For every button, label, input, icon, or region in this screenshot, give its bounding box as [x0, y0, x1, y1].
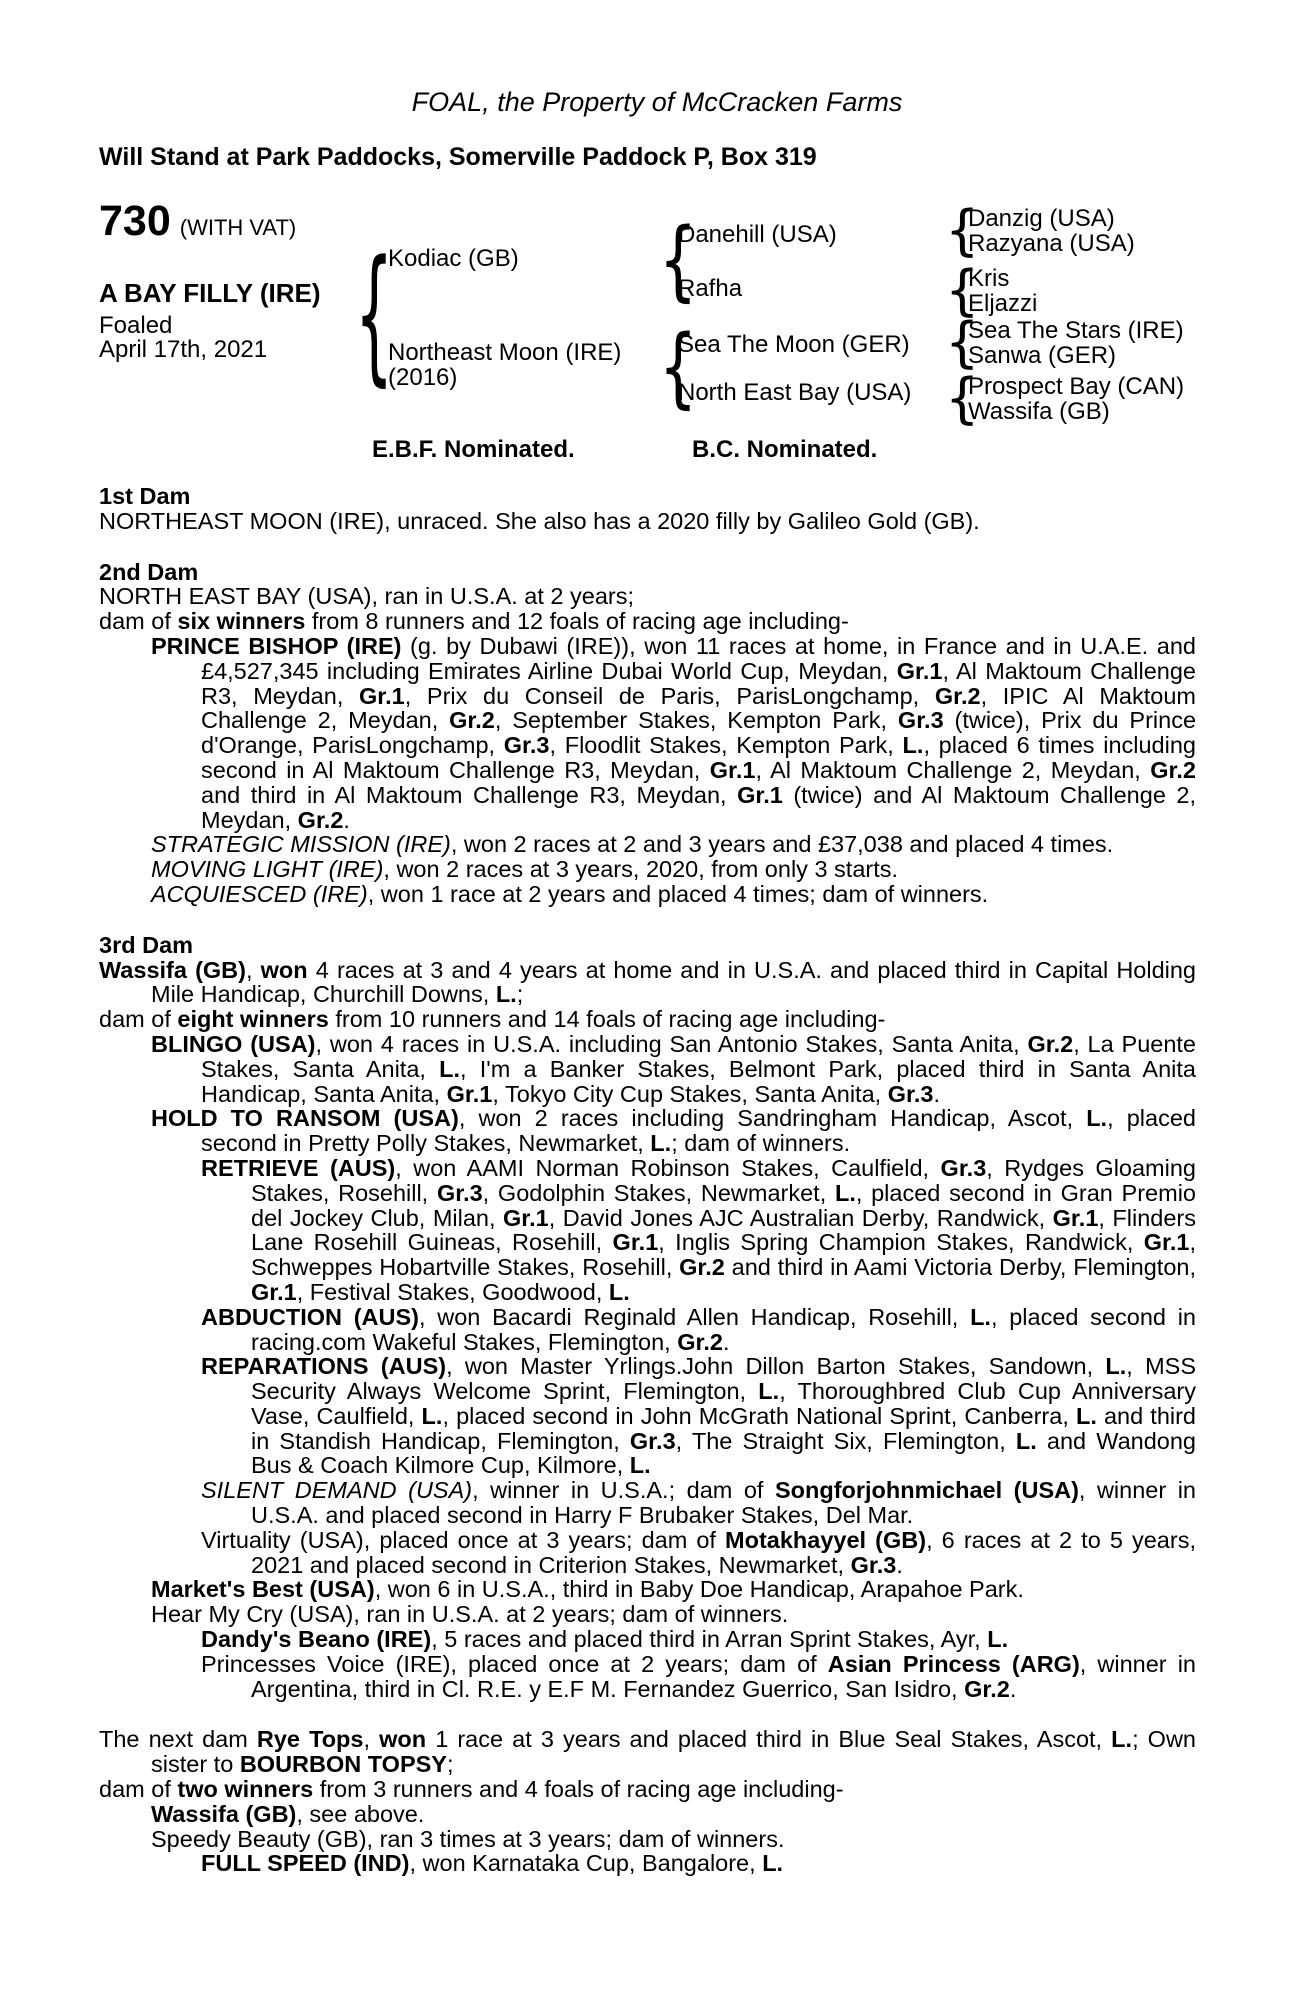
text-run: REPARATIONS (AUS) — [201, 1353, 447, 1380]
text-run: , 5 races and placed third in Arran Sprint Stakes, Ayr, — [431, 1626, 988, 1653]
text-run: Dandy's Beano (IRE) — [201, 1626, 432, 1653]
text-run: won — [379, 1726, 427, 1753]
text-run: FULL SPEED (IND) — [201, 1850, 410, 1877]
section-heading: 2nd Dam — [99, 558, 199, 585]
text-run: , won Bacardi Reginald Allen Handicap, Rosehill, — [418, 1303, 971, 1330]
text-run: , won Master Yrlings.John Dillon Barton Stakes, Sandown, — [446, 1353, 1106, 1380]
text-run: , placed 6 times including second in Al Maktoum Challenge R3, Meydan, — [201, 732, 1196, 783]
text-run: , Festival Stakes, Goodwood, — [296, 1278, 609, 1305]
text-run: . — [933, 1080, 940, 1107]
text-run: L. — [1086, 1105, 1108, 1132]
foaled-date: April 17th, 2021 — [99, 336, 268, 363]
text-run: Speedy Beauty (GB), ran 3 times at 3 years; dam of winners. — [151, 1825, 785, 1852]
grandparent-name: Danehill (USA) — [678, 221, 837, 248]
text-run: The next dam — [99, 1726, 257, 1753]
text-run: , Thoroughbred Club Cup Anniversary Vase, Caulfield, — [251, 1378, 1196, 1429]
text-run: Motakhayyel (GB) — [725, 1526, 927, 1553]
text-run: Gr.1 — [612, 1229, 659, 1256]
pedigree-brace-ggp-4: { — [945, 367, 980, 430]
text-run: two winners — [177, 1776, 314, 1803]
text-run: (twice) and Al Maktoum Challenge 2, Meydan, — [201, 781, 1196, 833]
pedigree-paragraph — [151, 634, 1196, 832]
pedigree-paragraph — [99, 958, 1196, 1008]
text-run: L. — [608, 1278, 630, 1305]
text-run: Gr.2 — [1027, 1030, 1074, 1057]
text-run: , — [363, 1726, 380, 1753]
great-grandparent-name: Eljazzi — [968, 290, 1038, 317]
text-run: , Schweppes Hobartville Stakes, Rosehill, — [251, 1229, 1196, 1281]
text-run: and third in Al Maktoum Challenge R3, Meydan, — [201, 781, 738, 808]
text-run: , won 6 in U.S.A., third in Baby Doe Handicap, Arapahoe Park. — [374, 1576, 1024, 1603]
text-run: MOVING LIGHT (IRE) — [151, 856, 384, 883]
text-run: , Al Maktoum Challenge R3, Meydan, — [201, 657, 1196, 709]
text-run: NORTHEAST MOON (IRE), unraced. She also has a 2020 filly by Galileo Gold (GB). — [99, 507, 980, 534]
text-run: (twice), Prix du Prince d'Orange, ParisLongchamp, — [201, 707, 1197, 759]
text-run: Songforjohnmichael (USA) — [774, 1477, 1079, 1504]
dam-section — [99, 484, 1196, 534]
text-run: , Godolphin Stakes, Newmarket, — [482, 1179, 835, 1206]
horse-name: A BAY FILLY (IRE) — [99, 278, 321, 308]
great-grandparent-name: Wassifa (GB) — [968, 398, 1110, 425]
text-run: . — [343, 806, 350, 833]
text-run: , won 4 races in U.S.A. including San Antonio Stakes, Santa Anita, — [315, 1030, 1028, 1057]
text-run: . — [722, 1328, 730, 1355]
text-run: , winner in Argentina, third in Cl. R.E. y E.F M. Fernandez Guerrico, San Isidro, — [251, 1650, 1197, 1702]
text-run: , won 1 race at 2 years and placed 4 times; dam of winners. — [367, 880, 989, 907]
text-run: , winner in U.S.A.; dam of — [472, 1477, 775, 1504]
text-run: Gr.1 — [1143, 1229, 1190, 1256]
text-run: L. — [834, 1179, 856, 1206]
pedigree-brace-ggp-1: { — [945, 199, 980, 262]
section-heading: 1st Dam — [99, 483, 191, 509]
great-grandparent-name: Prospect Bay (CAN) — [968, 373, 1185, 400]
text-run: , — [245, 956, 261, 983]
great-grandparent-name: Sea The Stars (IRE) — [968, 317, 1184, 344]
text-run: L. — [987, 1626, 1009, 1653]
text-run: , Tokyo City Cup Stakes, Santa Anita, — [492, 1080, 888, 1107]
text-run: ; dam of winners. — [671, 1130, 851, 1157]
ebf-nominated-note: E.B.F. Nominated. — [372, 436, 575, 463]
text-run: Gr.3 — [887, 1080, 934, 1107]
text-run: , Rydges Gloaming Stakes, Rosehill, — [251, 1154, 1196, 1206]
pedigree-paragraph — [99, 1777, 1196, 1802]
text-run: Wassifa (GB) — [99, 956, 246, 983]
pedigree-paragraph — [201, 1478, 1196, 1528]
text-run: RETRIEVE (AUS) — [201, 1154, 396, 1181]
text-run: , placed second in John McGrath National Sprint, Canberra, — [442, 1402, 1076, 1429]
great-grandparent-name: Sanwa (GER) — [968, 342, 1117, 369]
text-run: dam of — [99, 1006, 178, 1033]
pedigree-paragraph — [201, 1627, 1196, 1652]
bc-nominated-note: B.C. Nominated. — [692, 436, 878, 463]
text-run: , see above. — [296, 1800, 425, 1827]
great-grandparent-name: Danzig (USA) — [968, 205, 1115, 232]
text-run: , winner in U.S.A. and placed second in Harry F Brubaker Stakes, Del Mar. — [251, 1477, 1196, 1529]
text-run: Gr.2 — [297, 806, 344, 833]
pedigree-paragraph — [151, 1032, 1196, 1106]
text-run: 4 races at 3 and 4 years at home and in U.S.A. and placed third in Capital Holding Mile Handicap, Churchill Downs, — [151, 956, 1197, 1008]
text-run: Gr.3 — [503, 732, 550, 759]
text-run: , Inglis Spring Champion Stakes, Randwick, — [658, 1229, 1144, 1256]
text-run: L. — [495, 981, 517, 1008]
text-run: , 6 races at 2 to 5 years, 2021 and placed second in Criterion Stakes, Newmarket, — [251, 1526, 1196, 1578]
lot-row — [99, 197, 297, 245]
text-run: L. — [650, 1130, 672, 1157]
pedigree-paragraph — [151, 1106, 1196, 1156]
text-run: Gr.1 — [896, 657, 943, 684]
text-run: Gr.2 — [934, 682, 981, 709]
pedigree-paragraph — [201, 1305, 1196, 1355]
page-title: FOAL, the Property of McCracken Farms — [411, 87, 903, 117]
great-grandparent-name: Razyana (USA) — [968, 230, 1135, 257]
text-run: , Prix du Conseil de Paris, ParisLongchamp, — [404, 682, 935, 709]
text-run: Gr.1 — [503, 1204, 549, 1231]
text-run: , Floodlit Stakes, Kempton Park, — [549, 732, 903, 759]
text-run: , Al Maktoum Challenge 2, Meydan, — [755, 756, 1151, 783]
section-heading: 3rd Dam — [99, 931, 194, 958]
text-run: , David Jones AJC Australian Derby, Randwick, — [548, 1204, 1053, 1231]
text-run: Hear My Cry (USA), ran in U.S.A. at 2 years; dam of winners. — [151, 1601, 789, 1628]
text-run: from 10 runners and 14 foals of racing age including- — [328, 1006, 886, 1033]
text-run: 1 race at 3 years and placed third in Blue Seal Stakes, Ascot, — [426, 1726, 1112, 1753]
text-run: . — [1009, 1675, 1017, 1702]
pedigree-brace-ggp-2: { — [945, 259, 980, 322]
text-run: , placed second in racing.com Wakeful Stakes, Flemington, — [251, 1303, 1196, 1355]
text-run: Gr.1 — [446, 1080, 493, 1107]
pedigree-paragraph — [99, 609, 1196, 634]
text-run: SILENT DEMAND (USA) — [201, 1477, 473, 1504]
pedigree-brace-sire-parents: { — [659, 210, 698, 312]
stand-location-line: Will Stand at Park Paddocks, Somerville Paddock P, Box 319 — [99, 143, 817, 171]
vat-note: (WITH VAT) — [179, 215, 297, 240]
text-run: STRATEGIC MISSION (IRE) — [151, 831, 451, 858]
text-run: Gr.1 — [359, 682, 405, 709]
text-run: L. — [1111, 1726, 1133, 1753]
pedigree-paragraph — [99, 1727, 1196, 1777]
text-run: Gr.2 — [964, 1675, 1010, 1702]
dam-name: Northeast Moon (IRE) — [388, 339, 622, 366]
lot-number: 730 — [99, 197, 171, 245]
text-run: , La Puente Stakes, Santa Anita, — [201, 1030, 1197, 1082]
pedigree-paragraph — [201, 1528, 1196, 1578]
dam-year: (2016) — [388, 364, 458, 391]
text-run: from 3 runners and 4 foals of racing age including- — [313, 1776, 844, 1803]
pedigree-paragraph — [201, 1156, 1196, 1305]
pedigree-paragraph — [99, 509, 1196, 534]
text-run: (g. by Dubawi (IRE)), won 11 races at home, in France and in U.A.E. and £4,527,345 including Emirates Airline Dubai World Cup, Meydan, — [201, 632, 1196, 684]
text-run: ABDUCTION (AUS) — [201, 1303, 419, 1330]
text-run: , MSS Security Always Welcome Sprint, Flemington, — [251, 1353, 1196, 1405]
pedigree-paragraph — [151, 1827, 1196, 1852]
text-run: dam of — [99, 1776, 178, 1803]
pedigree-table — [99, 197, 1259, 445]
text-run: L. — [1015, 1427, 1037, 1454]
pedigree-paragraph — [99, 584, 1196, 609]
text-run: Gr.1 — [251, 1278, 297, 1305]
text-run: HOLD TO RANSOM (USA) — [151, 1105, 459, 1132]
text-run: Princesses Voice (IRE), placed once at 2 years; dam of — [201, 1650, 828, 1677]
text-run: Gr.2 — [677, 1328, 723, 1355]
text-run: , September Stakes, Kempton Park, — [494, 707, 898, 734]
text-run: L. — [629, 1452, 651, 1479]
pedigree-paragraph — [151, 1577, 1196, 1602]
text-run: L. — [970, 1303, 991, 1330]
text-run: Market's Best (USA) — [151, 1576, 375, 1603]
pedigree-paragraph — [151, 832, 1196, 857]
text-run: BOURBON TOPSY — [239, 1751, 447, 1778]
text-run: . — [896, 1551, 903, 1578]
text-run: ; Own sister to — [151, 1726, 1196, 1778]
text-run: dam of — [99, 608, 178, 635]
text-run: L. — [762, 1850, 784, 1877]
text-run: , won AAMI Norman Robinson Stakes, Caulfield, — [395, 1154, 941, 1181]
text-run: L. — [1075, 1402, 1097, 1429]
sire-name: Kodiac (GB) — [388, 245, 519, 272]
text-run: L. — [758, 1378, 780, 1405]
pedigree-brace-ggp-3: { — [945, 311, 980, 374]
grandparent-name: Sea The Moon (GER) — [678, 331, 910, 358]
text-run: Gr.2 — [679, 1254, 725, 1281]
text-run: , Flinders Lane Rosehill Guineas, Rosehill, — [251, 1204, 1196, 1256]
text-run: Rye Tops — [256, 1726, 364, 1753]
pedigree-paragraph — [201, 1851, 1196, 1876]
text-run: Gr.1 — [1052, 1204, 1099, 1231]
text-run: L. — [1105, 1353, 1127, 1380]
text-run: Asian Princess (ARG) — [827, 1650, 1080, 1677]
text-run: and third in Standish Handicap, Flemington, — [251, 1402, 1196, 1454]
pedigree-paragraph — [99, 1007, 1196, 1032]
text-run: and Wandong Bus & Coach Kilmore Cup, Kilmore, — [251, 1427, 1196, 1479]
pedigree-paragraph — [201, 1652, 1196, 1702]
text-run: ; — [516, 981, 524, 1008]
great-grandparent-name: Kris — [968, 265, 1010, 292]
text-run: eight winners — [177, 1006, 329, 1033]
text-run: Gr.3 — [850, 1551, 897, 1578]
text-run: Gr.3 — [436, 1179, 483, 1206]
text-run: BLINGO (USA) — [151, 1030, 316, 1057]
text-run: Gr.2 — [449, 707, 495, 734]
text-run: L. — [421, 1402, 443, 1429]
text-run: PRINCE BISHOP (IRE) — [151, 632, 402, 659]
text-run: L. — [902, 732, 924, 759]
text-run: NORTH EAST BAY (USA), ran in U.S.A. at 2 years; — [99, 583, 635, 610]
text-run: , The Straight Six, Flemington, — [675, 1427, 1016, 1454]
text-run: Gr.1 — [709, 756, 756, 783]
text-run: Gr.2 — [1150, 756, 1196, 783]
text-run: Virtuality (USA), placed once at 3 years; dam of — [201, 1526, 726, 1553]
text-run: Wassifa (GB) — [151, 1800, 297, 1827]
text-run: Gr.1 — [737, 781, 783, 808]
text-run: and third in Aami Victoria Derby, Flemington, — [724, 1254, 1196, 1281]
text-run: Gr.3 — [897, 707, 944, 734]
pedigree-brace-dam-parents: { — [659, 317, 698, 419]
text-run: L. — [439, 1055, 461, 1082]
text-run: , won 2 races at 3 years, 2020, from only 3 starts. — [383, 856, 899, 883]
text-run: Gr.3 — [940, 1154, 987, 1181]
pedigree-paragraph — [151, 1602, 1196, 1627]
text-run: , won Karnataka Cup, Bangalore, — [409, 1850, 763, 1877]
dam-section — [99, 933, 1196, 1702]
text-run: , won 2 races at 2 and 3 years and £37,038 and placed 4 times. — [450, 831, 1114, 858]
text-run: from 8 runners and 12 foals of racing age including- — [305, 608, 849, 635]
pedigree-paragraph — [151, 857, 1196, 882]
pedigree-paragraph — [151, 1802, 1196, 1827]
pedigree-brace-main: { — [355, 230, 394, 402]
text-run: , I'm a Banker Stakes, Belmont Park, placed third in Santa Anita Handicap, Santa Anita, — [201, 1055, 1196, 1107]
dam-section — [99, 560, 1196, 907]
text-run: ACQUIESCED (IRE) — [151, 880, 368, 907]
text-run: Gr.3 — [629, 1427, 676, 1454]
pedigree-paragraph — [151, 882, 1196, 907]
text-run: won — [260, 956, 308, 983]
text-run: , placed second in Gran Premio del Jockey Club, Milan, — [251, 1179, 1196, 1231]
foaled-label: Foaled — [99, 312, 173, 339]
text-run: , IPIC Al Maktoum Challenge 2, Meydan, — [201, 682, 1196, 734]
pedigree-paragraph — [201, 1354, 1196, 1478]
text-run: six winners — [177, 608, 306, 635]
grandparent-name: Rafha — [678, 275, 743, 302]
text-run: ; — [447, 1751, 454, 1778]
grandparent-name: North East Bay (USA) — [678, 379, 912, 406]
body-sections — [99, 484, 1196, 1876]
text-run: , won 2 races including Sandringham Handicap, Ascot, — [458, 1105, 1087, 1132]
text-run: , placed second in Pretty Polly Stakes, Newmarket, — [201, 1105, 1196, 1157]
dam-section — [99, 1727, 1196, 1876]
